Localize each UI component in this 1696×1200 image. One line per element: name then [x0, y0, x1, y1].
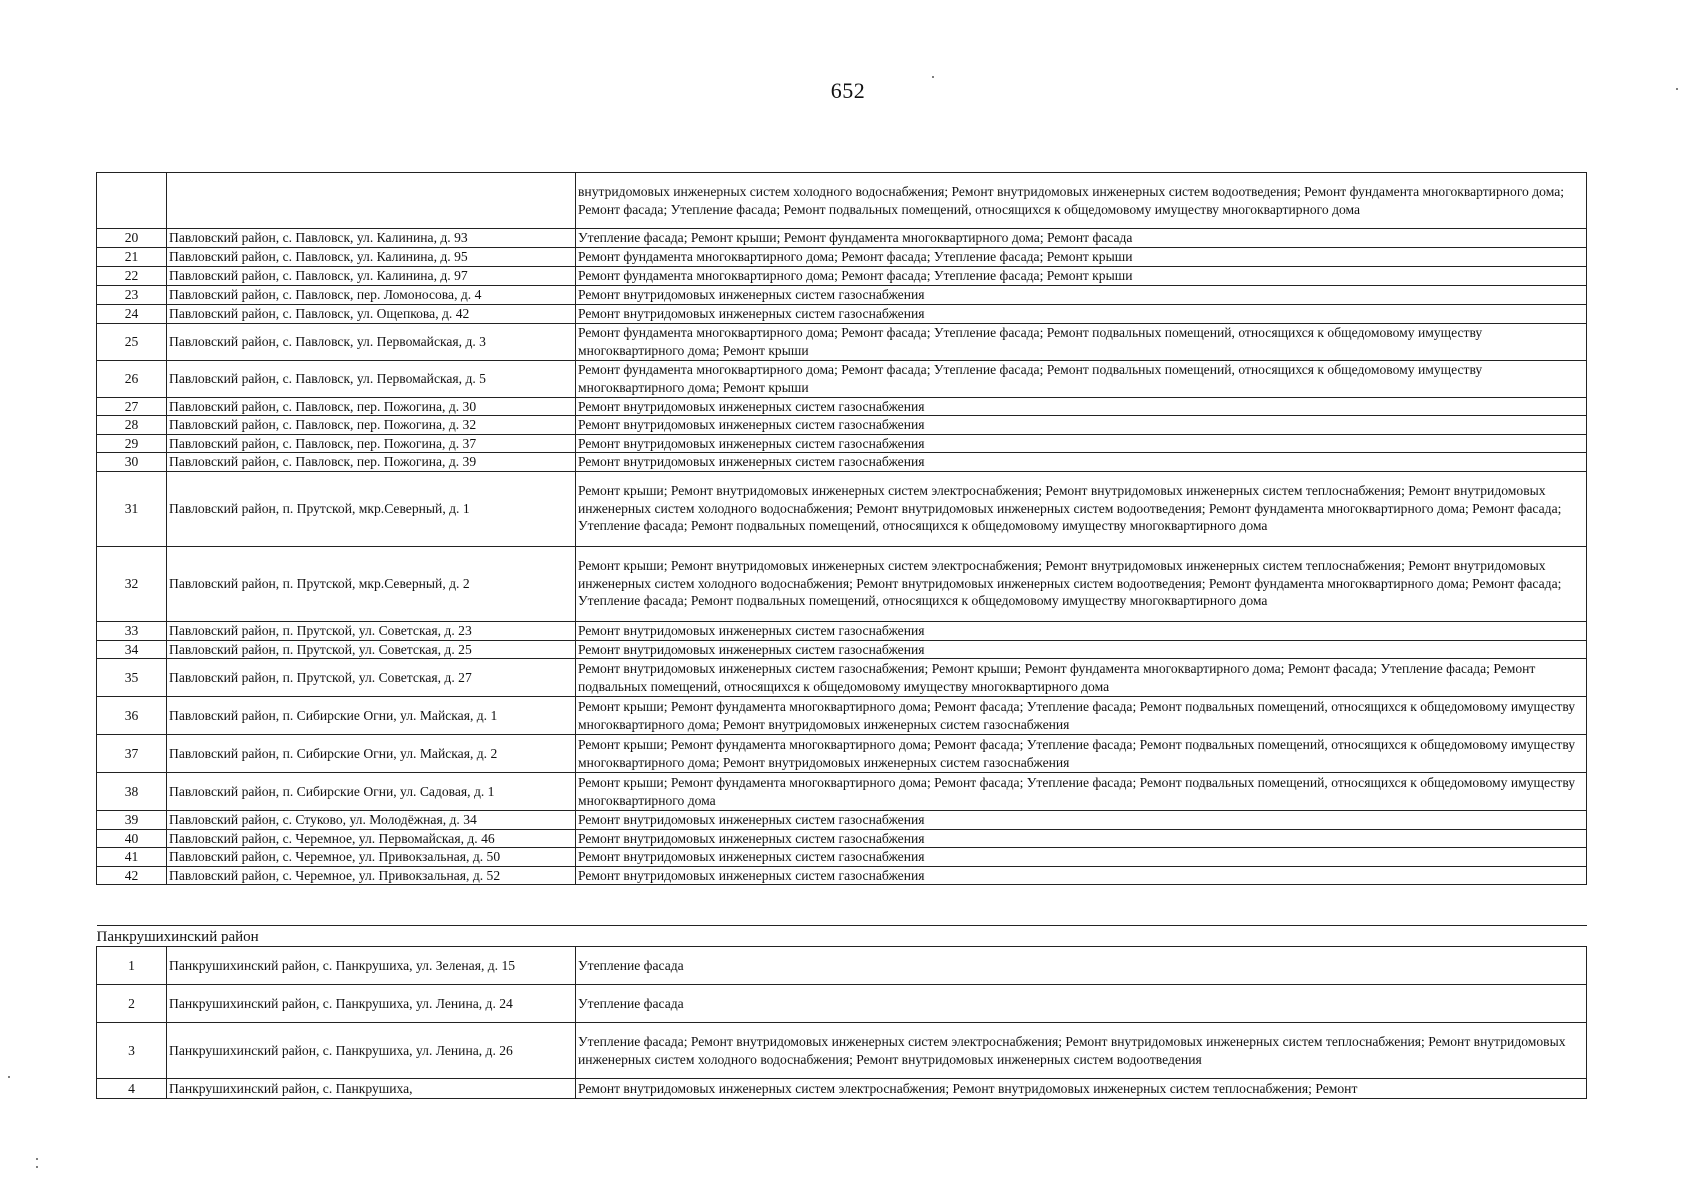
row-number-cell: 27 [97, 397, 167, 416]
row-works-cell: Ремонт внутридомовых инженерных систем газоснабжения [576, 848, 1587, 867]
row-address-cell: Панкрушихинский район, с. Панкрушиха, ул. Ленина, д. 24 [167, 985, 576, 1023]
row-number-cell: 31 [97, 471, 167, 546]
row-works-cell: Ремонт внутридомовых инженерных систем газоснабжения [576, 621, 1587, 640]
row-works-cell: Ремонт фундамента многоквартирного дома; Ремонт фасада; Утепление фасада; Ремонт крыши [576, 247, 1587, 266]
row-number-cell: 24 [97, 304, 167, 323]
row-address-cell: Павловский район, с. Павловск, ул. Калинина, д. 97 [167, 266, 576, 285]
row-works-cell: Ремонт крыши; Ремонт внутридомовых инженерных систем электроснабжения; Ремонт внутридомовых инженерных систем теплоснабжения; Ремонт внутридомовых инженерных систем холодного водоснабжения; Ремонт внутридомовых инженерных систем водоотведения; Ремонт фундамента многоквартирного дома; Ремонт фасада; Утепление фасада; Ремонт подвальных помещений, относящихся к общедомовому имуществу многоквартирного дома [576, 471, 1587, 546]
row-address-cell: Павловский район, с. Павловск, пер. Ломоносова, д. 4 [167, 285, 576, 304]
row-works-cell: Ремонт фундамента многоквартирного дома; Ремонт фасада; Утепление фасада; Ремонт подвальных помещений, относящихся к общедомовому имуществу многоквартирного дома; Ремонт крыши [576, 360, 1587, 397]
table-row [97, 947, 1587, 985]
row-works-cell: Ремонт крыши; Ремонт фундамента многоквартирного дома; Ремонт фасада; Утепление фасада; Ремонт подвальных помещений, относящихся к общедомовому имуществу многоквартирного дома [576, 773, 1587, 811]
row-address-cell: Павловский район, с. Павловск, ул. Первомайская, д. 5 [167, 360, 576, 397]
table-row [97, 453, 1587, 472]
row-address-cell: Павловский район, с. Павловск, ул. Калинина, д. 95 [167, 247, 576, 266]
row-works-cell: Утепление фасада [576, 947, 1587, 985]
row-number-cell: 41 [97, 848, 167, 867]
row-number-cell: 4 [97, 1079, 167, 1099]
row-works-cell: Ремонт фундамента многоквартирного дома; Ремонт фасада; Утепление фасада; Ремонт крыши [576, 266, 1587, 285]
table-row [97, 640, 1587, 659]
table-row [97, 811, 1587, 830]
row-address-cell: Павловский район, п. Прутской, ул. Советская, д. 25 [167, 640, 576, 659]
scan-speck [8, 1076, 10, 1078]
row-number-cell: 22 [97, 266, 167, 285]
table-row [97, 829, 1587, 848]
row-address-cell: Павловский район, п. Сибирские Огни, ул. Майская, д. 1 [167, 697, 576, 735]
row-works-cell: Ремонт крыши; Ремонт фундамента многоквартирного дома; Ремонт фасада; Утепление фасада; Ремонт подвальных помещений, относящихся к общедомовому имуществу многоквартирного дома; Ремонт внутридомовых инженерных систем газоснабжения [576, 735, 1587, 773]
table-row [97, 304, 1587, 323]
section-title: Панкрушихинский район [97, 926, 1587, 947]
repair-table-body [97, 173, 1587, 1099]
table-row [97, 471, 1587, 546]
row-number-cell: 34 [97, 640, 167, 659]
row-works-cell: Ремонт крыши; Ремонт фундамента многоквартирного дома; Ремонт фасада; Утепление фасада; Ремонт подвальных помещений, относящихся к общедомовому имуществу многоквартирного дома; Ремонт внутридомовых инженерных систем газоснабжения [576, 697, 1587, 735]
table-row [97, 773, 1587, 811]
row-works-cell: Ремонт внутридомовых инженерных систем газоснабжения [576, 453, 1587, 472]
row-address-cell: Павловский район, с. Павловск, ул. Калинина, д. 93 [167, 229, 576, 248]
row-address-cell: Павловский район, с. Стуково, ул. Молодёжная, д. 34 [167, 811, 576, 830]
row-number-cell: 30 [97, 453, 167, 472]
row-number-cell: 37 [97, 735, 167, 773]
row-number-cell: 35 [97, 659, 167, 697]
table-row [97, 285, 1587, 304]
row-number-cell: 23 [97, 285, 167, 304]
table-row [97, 985, 1587, 1023]
row-works-cell: Ремонт крыши; Ремонт внутридомовых инженерных систем электроснабжения; Ремонт внутридомовых инженерных систем теплоснабжения; Ремонт внутридомовых инженерных систем холодного водоснабжения; Ремонт внутридомовых инженерных систем водоотведения; Ремонт фундамента многоквартирного дома; Ремонт фасада; Утепление фасада; Ремонт подвальных помещений, относящихся к общедомовому имуществу многоквартирного дома [576, 546, 1587, 621]
section-header-row [97, 926, 1587, 947]
row-works-cell: Ремонт внутридомовых инженерных систем газоснабжения [576, 416, 1587, 435]
row-address-cell: Павловский район, с. Павловск, пер. Пожогина, д. 39 [167, 453, 576, 472]
row-works-cell: Ремонт внутридомовых инженерных систем газоснабжения [576, 829, 1587, 848]
table-row [97, 323, 1587, 360]
row-number-cell: 39 [97, 811, 167, 830]
row-works-cell: Ремонт внутридомовых инженерных систем газоснабжения [576, 640, 1587, 659]
row-works-cell: Утепление фасада [576, 985, 1587, 1023]
table-row [97, 229, 1587, 248]
row-number-cell: 20 [97, 229, 167, 248]
row-works-cell: Утепление фасада; Ремонт крыши; Ремонт фундамента многоквартирного дома; Ремонт фасада [576, 229, 1587, 248]
row-number-cell: 36 [97, 697, 167, 735]
row-works-cell: Ремонт внутридомовых инженерных систем газоснабжения [576, 866, 1587, 885]
row-number-cell: 21 [97, 247, 167, 266]
row-address-cell: Павловский район, п. Сибирские Огни, ул. Садовая, д. 1 [167, 773, 576, 811]
scan-speck [932, 76, 934, 78]
row-works-cell: Ремонт внутридомовых инженерных систем газоснабжения [576, 285, 1587, 304]
table-row [97, 416, 1587, 435]
row-address-cell: Павловский район, с. Павловск, ул. Первомайская, д. 3 [167, 323, 576, 360]
row-address-cell: Павловский район, п. Сибирские Огни, ул. Майская, д. 2 [167, 735, 576, 773]
spacer-cell [97, 885, 1587, 926]
scan-speck [1676, 88, 1678, 90]
row-address-cell: Панкрушихинский район, с. Панкрушиха, ул. Ленина, д. 26 [167, 1023, 576, 1079]
table-row [97, 1023, 1587, 1079]
row-works-cell: Ремонт внутридомовых инженерных систем газоснабжения; Ремонт крыши; Ремонт фундамента многоквартирного дома; Ремонт фасада; Утепление фасада; Ремонт подвальных помещений, относящихся к общедомовому имуществу многоквартирного дома [576, 659, 1587, 697]
row-number-cell: 42 [97, 866, 167, 885]
row-number-cell: 2 [97, 985, 167, 1023]
row-works-cell: внутридомовых инженерных систем холодного водоснабжения; Ремонт внутридомовых инженерных систем водоотведения; Ремонт фундамента многоквартирного дома; Ремонт фасада; Утепление фасада; Ремонт подвальных помещений, относящихся к общедомовому имуществу многоквартирного дома [576, 173, 1587, 229]
page-number: 652 [830, 78, 866, 103]
scan-speck [36, 1158, 38, 1160]
row-number-cell: 38 [97, 773, 167, 811]
row-number-cell: 26 [97, 360, 167, 397]
section-spacer [97, 885, 1587, 926]
table-row [97, 546, 1587, 621]
table-row [97, 866, 1587, 885]
row-address-cell: Павловский район, с. Павловск, пер. Пожогина, д. 30 [167, 397, 576, 416]
row-number-cell: 25 [97, 323, 167, 360]
row-works-cell: Ремонт фундамента многоквартирного дома; Ремонт фасада; Утепление фасада; Ремонт подвальных помещений, относящихся к общедомовому имуществу многоквартирного дома; Ремонт крыши [576, 323, 1587, 360]
row-number-cell: 32 [97, 546, 167, 621]
row-address-cell: Павловский район, п. Прутской, мкр.Северный, д. 1 [167, 471, 576, 546]
row-address-cell: Павловский район, с. Черемное, ул. Первомайская, д. 46 [167, 829, 576, 848]
row-works-cell: Утепление фасада; Ремонт внутридомовых инженерных систем электроснабжения; Ремонт внутридомовых инженерных систем теплоснабжения; Ремонт внутридомовых инженерных систем холодного водоснабжения; Ремонт внутридомовых инженерных систем водоотведения [576, 1023, 1587, 1079]
row-works-cell: Ремонт внутридомовых инженерных систем газоснабжения [576, 434, 1587, 453]
row-number-cell: 29 [97, 434, 167, 453]
row-number-cell: 33 [97, 621, 167, 640]
row-works-cell: Ремонт внутридомовых инженерных систем электроснабжения; Ремонт внутридомовых инженерных систем теплоснабжения; Ремонт [576, 1079, 1587, 1099]
row-number-cell: 28 [97, 416, 167, 435]
table-row [97, 659, 1587, 697]
row-address-cell: Панкрушихинский район, с. Панкрушиха, [167, 1079, 576, 1099]
row-number-cell: 1 [97, 947, 167, 985]
table-row [97, 397, 1587, 416]
row-address-cell: Павловский район, с. Черемное, ул. Привокзальная, д. 50 [167, 848, 576, 867]
row-works-cell: Ремонт внутридомовых инженерных систем газоснабжения [576, 304, 1587, 323]
table-row [97, 697, 1587, 735]
row-address-cell: Павловский район, п. Прутской, мкр.Северный, д. 2 [167, 546, 576, 621]
row-address-cell: Павловский район, п. Прутской, ул. Советская, д. 27 [167, 659, 576, 697]
row-address-cell: Павловский район, с. Павловск, пер. Пожогина, д. 37 [167, 434, 576, 453]
table-row [97, 848, 1587, 867]
scan-speck [36, 1166, 38, 1168]
row-address-cell: Павловский район, с. Черемное, ул. Привокзальная, д. 52 [167, 866, 576, 885]
row-address-cell: Павловский район, с. Павловск, пер. Пожогина, д. 32 [167, 416, 576, 435]
table-row [97, 1079, 1587, 1099]
row-number-cell: 3 [97, 1023, 167, 1079]
table-row [97, 247, 1587, 266]
row-works-cell: Ремонт внутридомовых инженерных систем газоснабжения [576, 397, 1587, 416]
table-row [97, 434, 1587, 453]
repair-table [96, 172, 1587, 1099]
row-address-cell: Павловский район, п. Прутской, ул. Советская, д. 23 [167, 621, 576, 640]
row-works-cell: Ремонт внутридомовых инженерных систем газоснабжения [576, 811, 1587, 830]
row-number-cell [97, 173, 167, 229]
table-row [97, 360, 1587, 397]
row-number-cell: 40 [97, 829, 167, 848]
table-row [97, 735, 1587, 773]
row-address-cell [167, 173, 576, 229]
table-row [97, 266, 1587, 285]
continuation-row [97, 173, 1587, 229]
row-address-cell: Павловский район, с. Павловск, ул. Ощепкова, д. 42 [167, 304, 576, 323]
table-row [97, 621, 1587, 640]
row-address-cell: Панкрушихинский район, с. Панкрушиха, ул. Зеленая, д. 15 [167, 947, 576, 985]
